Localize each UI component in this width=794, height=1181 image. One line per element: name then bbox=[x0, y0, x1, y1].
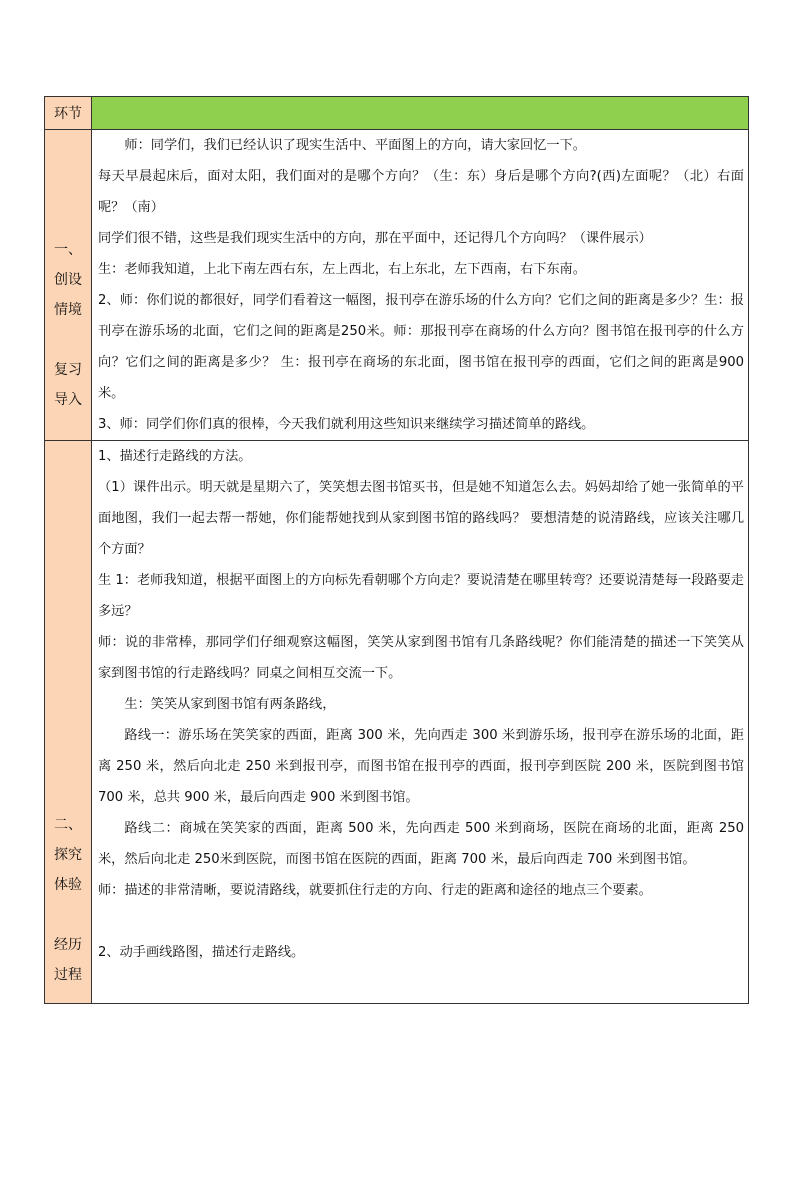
header-cell-content bbox=[92, 97, 749, 130]
paragraph: 同学们很不错，这些是我们现实生活中的方向，那在平面中，还记得几个方向吗？（课件展示） bbox=[98, 231, 652, 246]
section-1-stage-cell bbox=[45, 130, 92, 441]
stage-label-line: 一、 bbox=[54, 242, 82, 258]
paragraph: （1）课件出示。明天就是星期六了，笑笑想去图书馆买书，但是她不知道怎么去。妈妈却给了她一张简单的平面地图，我们一起去帮一帮她，你们能帮她找到从家到图书馆的路线吗？ 要想清楚的说清路线，应该关注哪几个方面？ bbox=[98, 480, 744, 557]
paragraph: 3、师：同学们你们真的很棒，今天我们就利用这些知识来继续学习描述简单的路线。 bbox=[98, 417, 595, 432]
paragraph: 2、师：你们说的都很好，同学们看着这一幅图，报刊亭在游乐场的什么方向？它们之间的距离是多少？生：报刊亭在游乐场的北面，它们之间的距离是250米。师：那报刊亭在商场的什么方向？图书馆在报刊亭的什么方向？它们之间的距离是多少？ 生：报刊亭在商场的东北面，图书馆在报刊亭的西面，它们之间的距离是900米。 bbox=[98, 293, 744, 401]
stage-label-line bbox=[45, 900, 91, 930]
paragraph: 1、描述行走路线的方法。 bbox=[98, 449, 252, 464]
paragraph: 师：同学们，我们已经认识了现实生活中、平面图上的方向，请大家回忆一下。 bbox=[124, 138, 586, 153]
header-cell-stage: 环节 bbox=[45, 97, 92, 130]
section-1-content-cell bbox=[92, 130, 749, 441]
table-header-row bbox=[45, 97, 749, 130]
paragraph: 路线二：商城在笑笑家的西面，距离 500 米，先向西走 500 米到商场，医院在商场的北面，距离 250 米，然后向北走 250米到医院，而图书馆在医院的西面，距离 700 米，最后向西走 700 米到图书馆。 bbox=[98, 821, 744, 867]
stage-label-line: 体验 bbox=[54, 877, 82, 893]
stage-label-line: 情境 bbox=[54, 302, 82, 318]
paragraph: 生：笑笑从家到图书馆有两条路线， bbox=[124, 697, 336, 712]
stage-label-line: 复习 bbox=[54, 362, 82, 378]
stage-label-line bbox=[45, 325, 91, 355]
paragraph: 路线一：游乐场在笑笑家的西面，距离 300 米，先向西走 300 米到游乐场，报刊亭在游乐场的北面，距离 250 米，然后向北走 250 米到报刊亭，而图书馆在报刊亭的西面，报刊亭到医院 200 米，医院到图书馆 700 米，总共 900 米，最后向西走 900 米到图书馆。 bbox=[98, 728, 744, 805]
blank-line bbox=[98, 906, 744, 937]
lesson-plan-table bbox=[44, 96, 749, 1004]
stage-label-line: 二、 bbox=[54, 817, 82, 833]
stage-label-line: 探究 bbox=[54, 847, 82, 863]
paragraph: 每天早晨起床后，面对太阳，我们面对的是哪个方向？（生：东）身后是哪个方向?(西)左面呢？（北）右面呢？（南） bbox=[98, 169, 744, 215]
paragraph: 生：老师我知道，上北下南左西右东，左上西北，右上东北，左下西南，右下东南。 bbox=[98, 262, 586, 277]
paragraph: 师：说的非常棒，那同学们仔细观察这幅图，笑笑从家到图书馆有几条路线呢？你们能清楚的描述一下笑笑从家到图书馆的行走路线吗？同桌之间相互交流一下。 bbox=[98, 635, 744, 681]
paragraph: 2、动手画线路图，描述行走路线。 bbox=[98, 945, 305, 960]
section-2-stage-cell bbox=[45, 441, 92, 1004]
paragraph: 生 1：老师我知道，根据平面图上的方向标先看朝哪个方向走？要说清楚在哪里转弯？还要说清楚每一段路要走多远？ bbox=[98, 573, 744, 619]
paragraph: 师：描述的非常清晰，要说清路线，就要抓住行走的方向、行走的距离和途径的地点三个要素。 bbox=[98, 883, 652, 898]
section-2-row bbox=[45, 441, 749, 1004]
stage-label-line: 经历 bbox=[54, 937, 82, 953]
section-1-row bbox=[45, 130, 749, 441]
stage-label-line: 导入 bbox=[54, 392, 82, 408]
stage-label-line: 过程 bbox=[54, 967, 82, 983]
stage-label-line: 创设 bbox=[54, 272, 82, 288]
section-2-content-cell bbox=[92, 441, 749, 1004]
